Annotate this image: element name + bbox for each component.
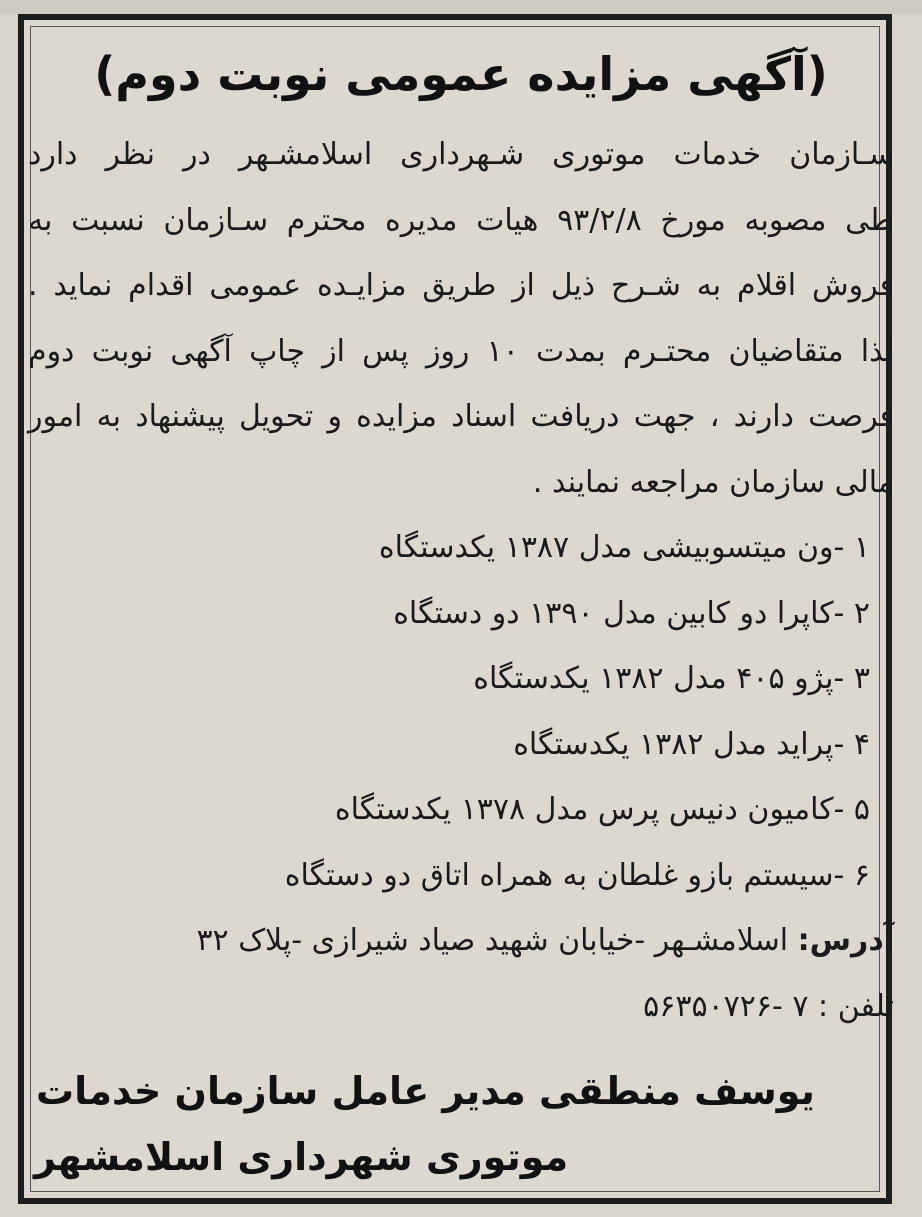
list-item: ۱ -ون میتسوبیشی مدل ۱۳۸۷ یکدستگاه (378, 530, 870, 565)
notice-body (28, 122, 894, 1039)
paragraph-line: فرصت دارند ، جهت دریافت اسناد مزایده و تحویل پیشنهاد به امور (28, 399, 894, 434)
list-item: ۶ -سیستم بازو غلطان به همراه اتاق دو دستگاه (284, 857, 870, 893)
paragraph-line: سـازمان خدمات موتوری شـهرداری اسلامشـهر در نظر دارد (28, 137, 894, 172)
signature-block (28, 1058, 894, 1190)
notice-title: (آگهی مزایده عمومی نوبت دوم) (94, 47, 828, 101)
address-label: آدرس: (797, 923, 894, 958)
paragraph-line: فروش اقلام به شـرح ذیل از طریق مزایـده عمومی اقدام نماید . (28, 268, 894, 303)
phone-line: تلفن : ۷ -۵۶۳۵۰۷۲۶ (643, 988, 894, 1024)
signature-line: یوسف منطقی مدیر عامل سازمان خدمات (36, 1069, 815, 1113)
paper-edge (0, 0, 922, 14)
paragraph-line: طی مصوبه مورخ ۹۳/۲/۸ هیات مدیره محترم سـازمان نسبت به (28, 202, 894, 238)
paragraph-line: مالی سازمان مراجعه نمایند . (532, 464, 894, 500)
paragraph-line: لذا متقاضیان محتـرم بمدت ۱۰ روز پس از چاپ آگهی نوبت دوم (28, 333, 894, 369)
list-item: ۴ -پراید مدل ۱۳۸۲ یکدستگاه (513, 726, 870, 762)
list-item: ۵ -کامیون دنیس پرس مدل ۱۳۷۸ یکدستگاه (334, 792, 870, 827)
address-value: اسلامشـهر -خیابان شهید صیاد شیرازی -پلاک ۳۲ (196, 923, 798, 958)
list-item: ۲ -کاپرا دو کابین مدل ۱۳۹۰ دو دستگاه (393, 595, 870, 631)
address-line (28, 908, 894, 974)
signature-line: موتوری شهرداری اسلامشهر (34, 1135, 569, 1179)
list-item: ۳ -پژو ۴۰۵ مدل ۱۳۸۲ یکدستگاه (473, 661, 870, 696)
